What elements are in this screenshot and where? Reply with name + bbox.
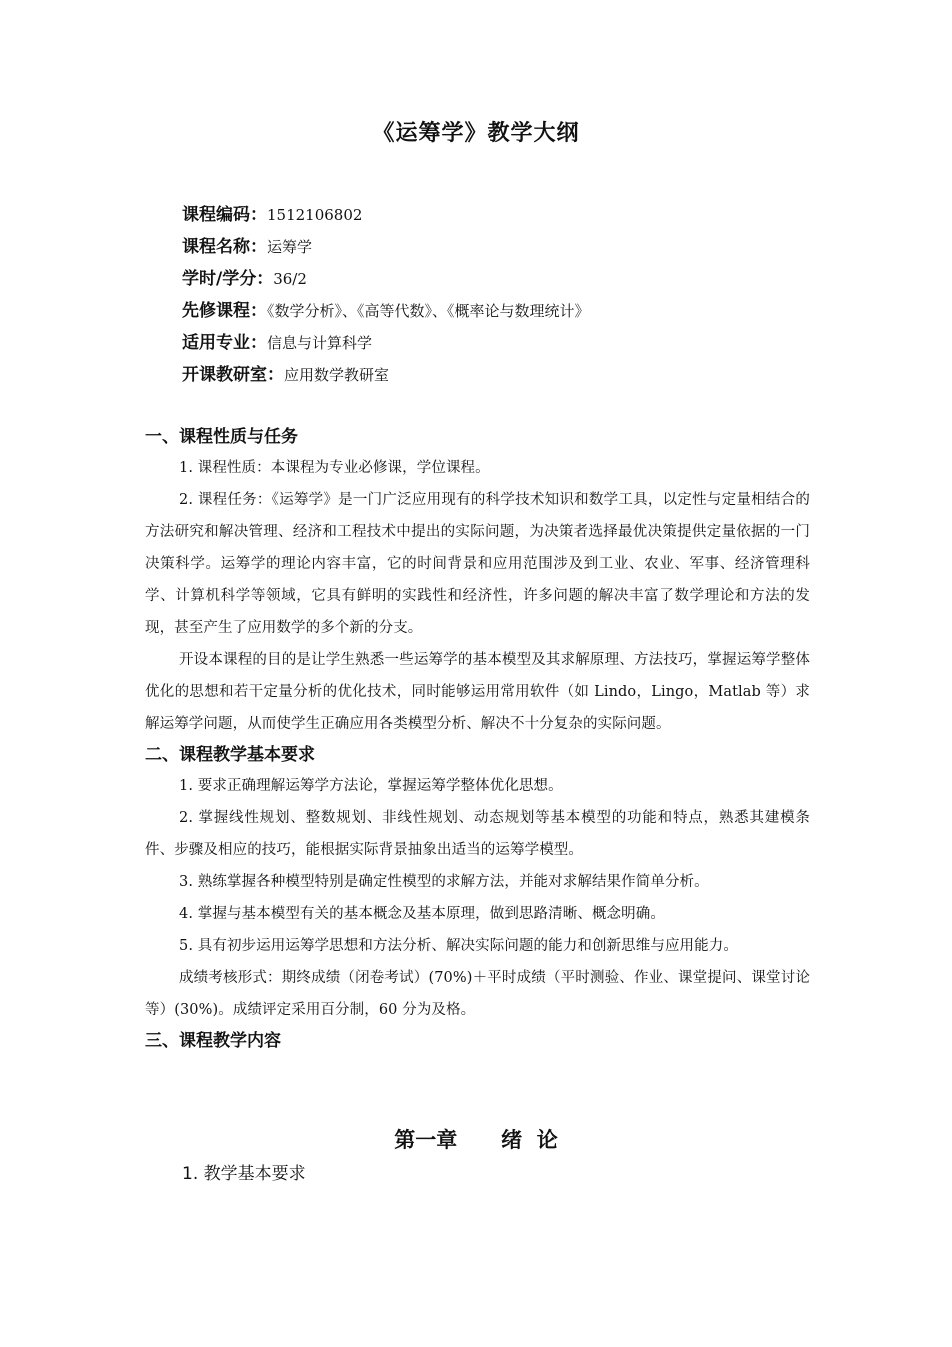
prerequisites-value: 《数学分析》、《高等代数》、《概率论与数理统计》 — [267, 302, 590, 320]
paragraph: 5. 具有初步运用运筹学思想和方法分析、解决实际问题的能力和创新思维与应用能力。 — [179, 938, 738, 954]
course-code-row — [182, 201, 822, 233]
department-label: 开课教研室： — [182, 365, 284, 385]
section-heading-nature: 一、课程性质与任务 — [145, 427, 298, 447]
paragraph: 成绩考核形式：期终成绩（闭卷考试）(70%)＋平时成绩（平时测验、作业、课堂提问、课堂讨论等）(30%)。成绩评定采用百分制，60 分为及格。 — [145, 970, 810, 1018]
major-label: 适用专业： — [182, 333, 267, 353]
paragraph: 1. 课程性质：本课程为专业必修课，学位课程。 — [179, 460, 490, 476]
paragraph: 2. 课程任务：《运筹学》是一门广泛应用现有的科学技术知识和数学工具，以定性与定量相结合的方法研究和解决管理、经济和工程技术中提出的实际问题，为决策者选择最优决策提供定量依据的一门决策科学。运筹学的理论内容丰富，它的时间背景和应用范围涉及到工业、农业、军事、经济管理科学、计算机科学等领域，它具有鲜明的实践性和经济性，许多问题的解决丰富了数学理论和方法的发现，甚至产生了应用数学的多个新的分支。 — [145, 492, 810, 636]
paragraph: 3. 熟练掌握各种模型特别是确定性模型的求解方法，并能对求解结果作简单分析。 — [179, 874, 709, 890]
prerequisites-row — [182, 297, 822, 329]
paragraph: 1. 要求正确理解运筹学方法论，掌握运筹学整体优化思想。 — [179, 778, 563, 794]
paragraph: 开设本课程的目的是让学生熟悉一些运筹学的基本模型及其求解原理、方法技巧，掌握运筹学整体优化的思想和若干定量分析的优化技术，同时能够运用常用软件（如 Lindo，Lingo，Matlab 等）求解运筹学问题，从而使学生正确应用各类模型分析、解决不十分复杂的实际问题。 — [145, 652, 810, 732]
major-row — [182, 329, 822, 361]
chapter-title: 第一章 绪 论 — [394, 1128, 558, 1152]
major-value: 信息与计算科学 — [267, 334, 373, 352]
course-name-label: 课程名称： — [182, 237, 267, 257]
prerequisites-label: 先修课程： — [182, 301, 267, 321]
paragraph: 2. 掌握线性规划、整数规划、非线性规划、动态规划等基本模型的功能和特点，熟悉其建模条件、步骤及相应的技巧，能根据实际背景抽象出适当的运筹学模型。 — [145, 810, 810, 858]
credit-hours-value: 36/2 — [273, 270, 307, 288]
section-heading-content: 三、课程教学内容 — [145, 1031, 281, 1051]
paragraph: 4. 掌握与基本模型有关的基本概念及基本原理，做到思路清晰、概念明确。 — [179, 906, 665, 922]
course-info — [182, 201, 822, 393]
section-heading-requirements: 二、课程教学基本要求 — [145, 745, 315, 765]
department-value: 应用数学教研室 — [284, 366, 390, 384]
course-name-row — [182, 233, 822, 265]
course-name-value: 运筹学 — [267, 238, 313, 256]
credit-hours-row — [182, 265, 822, 297]
chapter-sub-heading: 1. 教学基本要求 — [182, 1164, 306, 1184]
course-code-value: 1512106802 — [267, 206, 363, 224]
department-row — [182, 361, 822, 393]
course-code-label: 课程编码： — [182, 205, 267, 225]
document-title: 《运筹学》教学大纲 — [372, 121, 580, 146]
credit-hours-label: 学时/学分： — [182, 269, 274, 289]
syllabus-body — [145, 422, 810, 1056]
